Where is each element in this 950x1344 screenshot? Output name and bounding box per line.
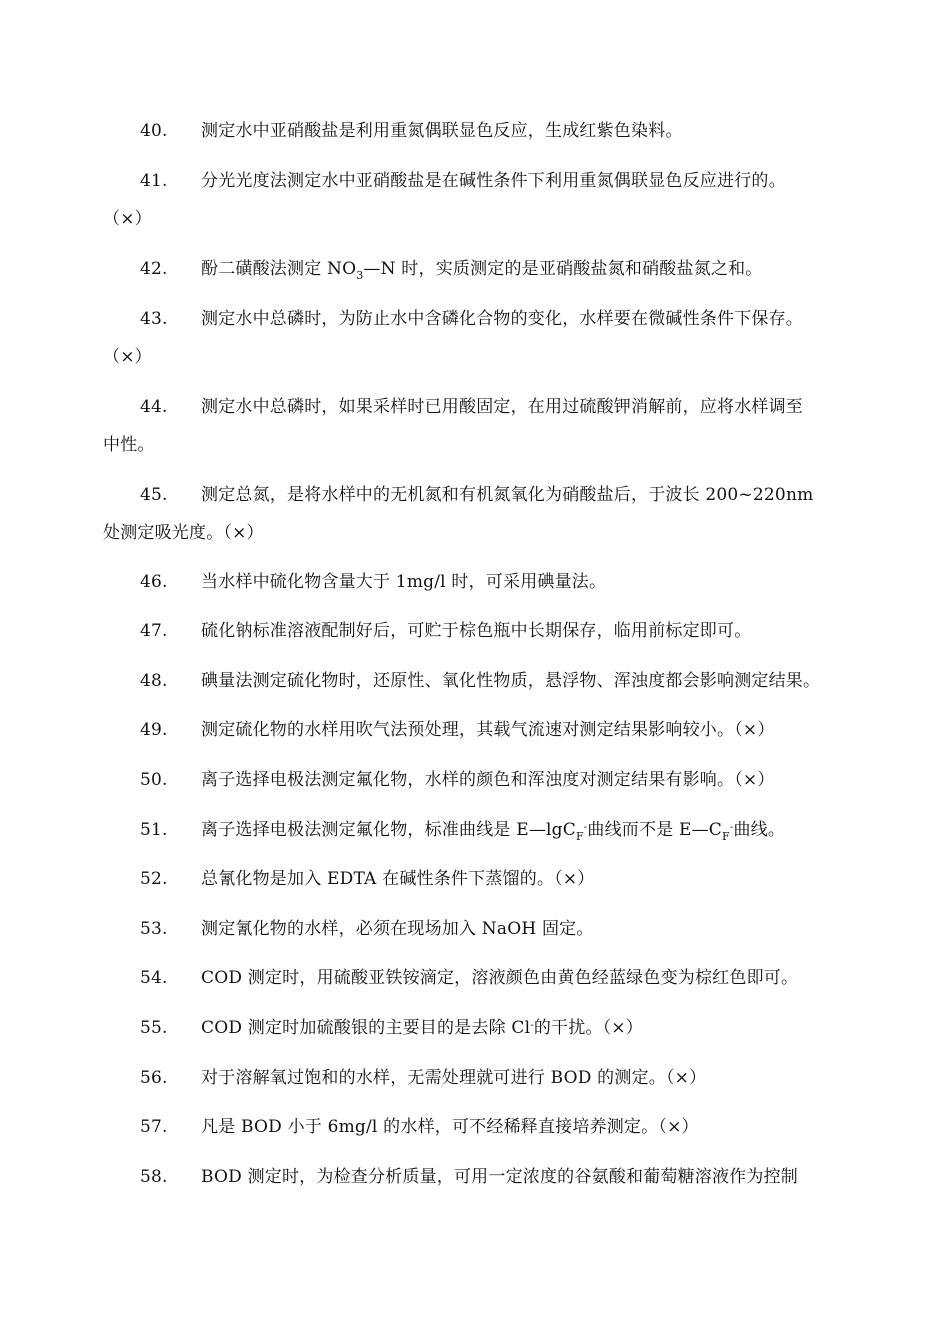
subscript: 3	[356, 269, 364, 282]
item-text: COD 测定时加硫酸银的主要目的是去除 Cl-的干扰。（×）	[201, 1018, 643, 1038]
item-text-continuation: （×）	[103, 209, 152, 229]
item-number: 46.	[140, 572, 168, 592]
item-number: 54.	[140, 968, 168, 988]
item-number: 44.	[140, 397, 168, 417]
item-text: 测定氰化物的水样，必须在现场加入 NaOH 固定。	[201, 919, 594, 939]
item-number: 49.	[140, 720, 168, 740]
item-number: 51.	[140, 820, 168, 840]
item-text: 测定水中亚硝酸盐是利用重氮偶联显色反应，生成红紫色染料。	[201, 121, 683, 141]
item-number: 53.	[140, 919, 168, 939]
item-text: 测定硫化物的水样用吹气法预处理，其载气流速对测定结果影响较小。（×）	[201, 720, 775, 740]
item-text: 对于溶解氧过饱和的水样，无需处理就可进行 BOD 的测定。（×）	[201, 1068, 707, 1088]
item-text: 总氰化物是加入 EDTA 在碱性条件下蒸馏的。（×）	[201, 869, 595, 889]
item-text: COD 测定时，用硫酸亚铁铵滴定，溶液颜色由黄色经蓝绿色变为棕红色即可。	[201, 968, 799, 988]
item-text-continuation: 中性。	[103, 435, 155, 455]
item-number: 56.	[140, 1068, 168, 1088]
item-text: 碘量法测定硫化物时，还原性、氧化性物质，悬浮物、浑浊度都会影响测定结果。	[201, 671, 821, 691]
item-text: 当水样中硫化物含量大于 1mg/l 时，可采用碘量法。	[201, 572, 607, 592]
item-number: 47.	[140, 621, 168, 641]
item-number: 57.	[140, 1117, 168, 1137]
item-text-continuation: （×）	[103, 347, 152, 367]
item-text: 测定水中总磷时，如果采样时已用酸固定，在用过硫酸钾消解前，应将水样调至	[201, 397, 803, 417]
subscript: F	[575, 830, 584, 843]
item-text-continuation: 处测定吸光度。（×）	[103, 523, 264, 543]
item-text: 测定水中总磷时，为防止水中含磷化合物的变化，水样要在微碱性条件下保存。	[201, 309, 803, 329]
superscript: -	[729, 822, 734, 833]
item-text: 酚二磺酸法测定 $NO_3—N$ 时，实质测定的是亚硝酸盐氮和硝酸盐氮之和。	[201, 259, 763, 282]
item-number: 42.	[140, 259, 168, 279]
item-text: 硫化钠标准溶液配制好后，可贮于棕色瓶中长期保存，临用前标定即可。	[201, 621, 752, 641]
item-number: 58.	[140, 1167, 168, 1187]
subscript: F	[722, 830, 730, 843]
item-number: 41.	[140, 171, 168, 191]
item-text: 分光光度法测定水中亚硝酸盐是在碱性条件下利用重氮偶联显色反应进行的。	[201, 171, 786, 191]
item-text: 测定总氮，是将水样中的无机氮和有机氮氧化为硝酸盐后，于波长 200~220nm	[201, 485, 814, 505]
superscript: -	[583, 822, 588, 833]
item-number: 55.	[140, 1018, 168, 1038]
item-number: 50.	[140, 770, 168, 790]
item-text: 离子选择电极法测定氟化物，标准曲线是 E—lgC$_F$-曲线而不是 $E—C_F^-$曲线。	[201, 820, 786, 843]
superscript: -	[530, 1020, 534, 1031]
item-text: 离子选择电极法测定氟化物，水样的颜色和浑浊度对测定结果有影响。（×）	[201, 770, 775, 790]
item-text: 凡是 BOD 小于 6mg/l 的水样，可不经稀释直接培养测定。（×）	[201, 1117, 699, 1137]
item-number: 48.	[140, 671, 168, 691]
item-number: 40.	[140, 121, 168, 141]
item-text: BOD 测定时，为检查分析质量，可用一定浓度的谷氨酸和葡萄糖溶液作为控制	[201, 1167, 798, 1187]
item-number: 52.	[140, 869, 168, 889]
item-number: 43.	[140, 309, 168, 329]
item-number: 45.	[140, 485, 168, 505]
